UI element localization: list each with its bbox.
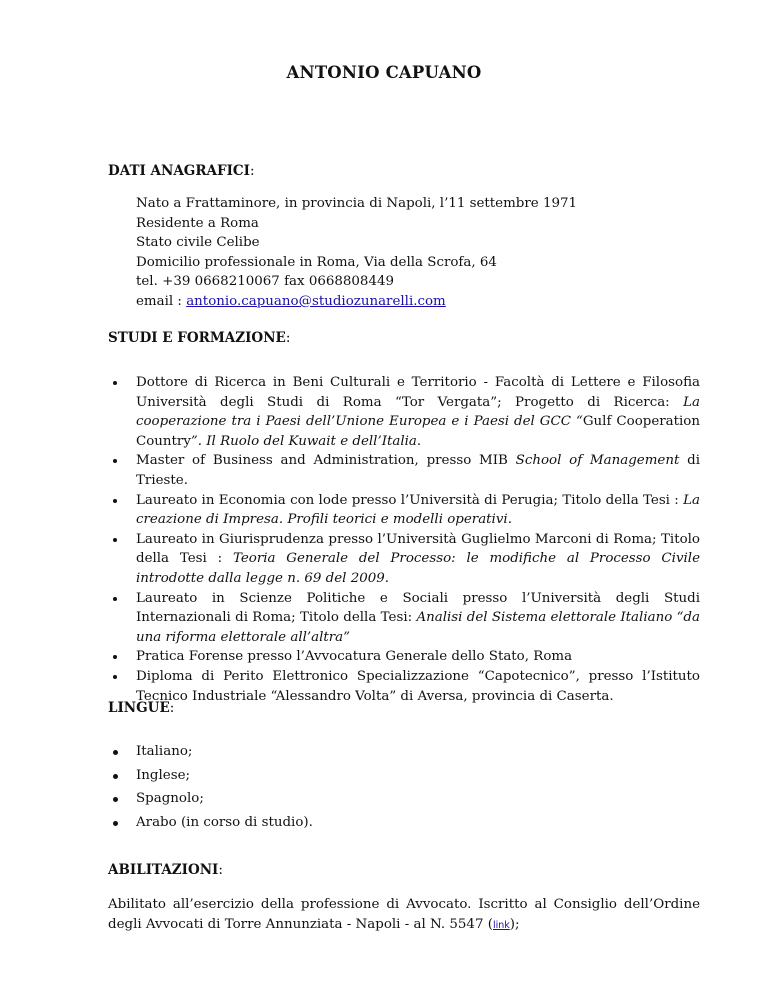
list-item [108,667,700,706]
item-italic: La creazione di Impresa. Profili teorici e modelli operativi. [136,492,700,528]
studi-list [108,373,700,706]
list-item: Arabo (in corso di studio). [108,813,700,833]
item-text: Laureato in Giurisprudenza presso l’Università Guglielmo Marconi di Roma; Titolo della Tesi : [136,531,700,567]
heading-studi-formazione [108,330,290,346]
item-text: Laureato in Economia con lode presso l’Università di Perugia; Titolo della Tesi : [136,492,684,508]
item-text: Master of Business and Administration, presso MIB [136,453,516,469]
page-title: ANTONIO CAPUANO [286,63,482,82]
item-italic: Analisi del Sistema elettorale Italiano “da una riforma elettorale all’altra” [136,610,700,645]
item-text: . [384,570,390,586]
list-item [108,491,700,530]
item-text: Diploma di Perito Elettronico Specializzazione “Capotecnico”, presso l’Istituto Tecnico Industriale “Alessandro Volta” di Aversa, provincia di Caserta. [136,668,700,704]
email-label: email : [136,293,187,309]
heading-colon: : [218,862,223,878]
abilitazioni-tail: ); [509,916,520,932]
heading-dati-anagrafici [108,163,255,179]
info-line-residence: Residente a Roma [136,215,259,231]
heading-colon: : [169,700,175,716]
dati-anagrafici-block [136,194,577,312]
list-item: Italiano; [108,742,700,762]
lingue-list [108,742,700,836]
item-text: di Trieste. [136,453,700,488]
list-item [108,451,700,490]
heading-text: STUDI E FORMAZIONE [108,330,286,346]
abilitazioni-body: Abilitato all’esercizio della professione di Avvocato. Iscritto al Consiglio dell’Ordine degli Avvocati di Torre Annunziata - Napoli - al N. 5547 ( [108,897,700,932]
info-line-email [136,292,577,312]
list-item: Spagnolo; [108,789,700,809]
register-link[interactable]: link [492,919,510,931]
info-line-domicile: Domicilio professionale in Roma, Via della Scrofa, 64 [136,254,497,270]
email-link[interactable]: antonio.capuano@studiozunarelli.com [186,293,446,309]
info-line-civil-status: Stato civile Celibe [136,235,260,251]
heading-text: ABILITAZIONI [108,862,219,878]
item-text: . [416,433,422,449]
list-item [108,530,700,589]
list-item [108,647,700,667]
list-item [108,589,700,648]
item-text: Pratica Forense presso l’Avvocatura Generale dello Stato, Roma [136,649,573,665]
item-italic: School of Management [515,453,680,469]
heading-text: LINGUE [108,700,170,716]
heading-colon: : [249,163,255,179]
heading-text: DATI ANAGRAFICI [108,163,250,179]
heading-abilitazioni [108,862,223,878]
item-italic: La cooperazione tra i Paesi dell’Unione Europea e i Paesi del GCC “ [136,394,700,430]
list-item: Inglese; [108,766,700,786]
info-line-phone: tel. +39 0668210067 fax 0668808449 [136,274,395,290]
item-text: Laureato in Scienze Politiche e Sociali presso l’Università degli Studi Internazionali di Roma; Titolo della Tesi: [136,590,700,626]
heading-lingue [108,700,174,716]
item-italic: Teoria Generale del Processo: le modifiche al Processo Civile introdotte dalla legge n. 69 del 2009 [136,551,700,586]
item-text: Dottore di Ricerca in Beni Culturali e Territorio - Facoltà di Lettere e Filosofia Università degli Studi di Roma “Tor Vergata”; Progetto di Ricerca: [136,375,700,410]
abilitazioni-text [108,895,700,935]
heading-colon: : [285,330,291,346]
item-text: Gulf Cooperation Country [136,414,700,449]
info-line-birth: Nato a Frattaminore, in provincia di Napoli, l’11 settembre 1971 [136,196,578,211]
list-item [108,373,700,451]
item-italic: ”. Il Ruolo del Kuwait e dell’Italia [190,433,417,449]
